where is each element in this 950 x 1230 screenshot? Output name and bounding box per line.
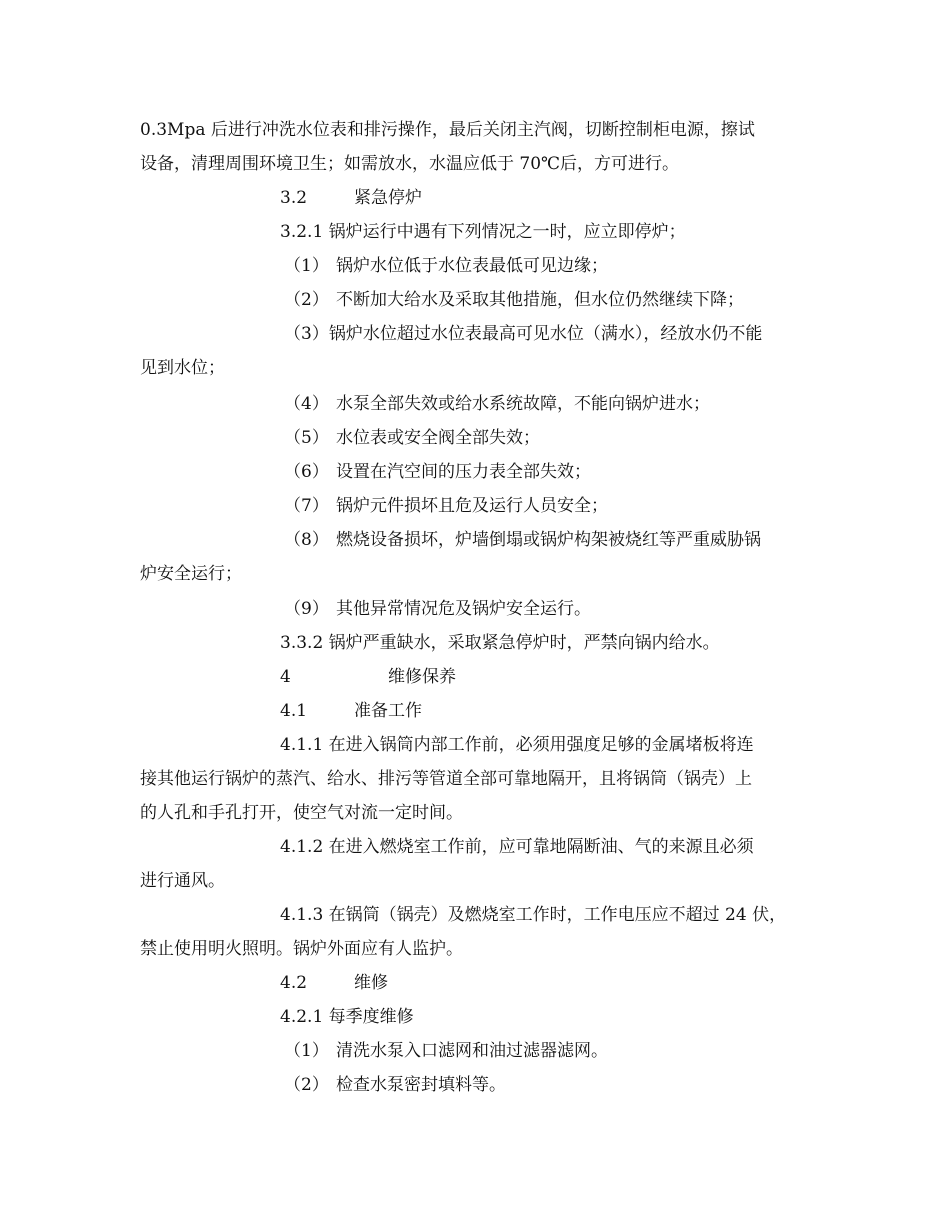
section-title: 紧急停炉: [354, 188, 422, 208]
list-text: 水泵全部失效或给水系统故障，不能向锅炉进水；: [336, 394, 710, 414]
line-text: 4.1.2 在进入燃烧室工作前，应可靠地隔断油、气的来源且必须: [280, 837, 754, 857]
line-text: 禁止使用明火照明。锅炉外面应有人监护。: [140, 939, 463, 959]
section-number: 4: [280, 667, 291, 687]
section-heading: [280, 971, 388, 995]
section-number: 4.1: [280, 701, 308, 721]
paragraph-line: [280, 733, 754, 757]
section-title: 维修保养: [388, 667, 456, 687]
paragraph-line: [140, 869, 225, 893]
paragraph-line: [140, 152, 679, 176]
line-text: 4.1.3 在锅筒（锅壳）及燃烧室工作时，工作电压应不超过 24 伏，: [280, 905, 787, 925]
list-text: 检查水泵密封填料等。: [336, 1075, 506, 1095]
list-item: [284, 426, 540, 450]
list-text: （3）锅炉水位超过水位表最高可见水位（满水），经放水仍不能: [284, 324, 763, 344]
section-title: 准备工作: [354, 701, 422, 721]
section-heading: [280, 699, 422, 723]
list-item: [284, 1039, 608, 1063]
list-number: （9）: [284, 599, 329, 619]
paragraph-line: [280, 631, 720, 655]
section-heading: [280, 665, 456, 689]
line-text: 设备，清理周围环境卫生；如需放水，水温应低于 70℃后，方可进行。: [140, 154, 680, 174]
list-item: [284, 254, 608, 278]
list-number: （1）: [284, 256, 329, 276]
line-text: 4.1.1 在进入锅筒内部工作前，必须用强度足够的金属堵板将连: [280, 735, 754, 755]
line-text: 见到水位；: [140, 358, 225, 378]
line-text: 4.2.1 每季度维修: [280, 1007, 414, 1027]
paragraph-line: [280, 1005, 414, 1029]
paragraph-line: [280, 835, 754, 859]
list-item: [284, 288, 744, 312]
line-text: 炉安全运行；: [140, 564, 242, 584]
line-text: 3.2.1 锅炉运行中遇有下列情况之一时，应立即停炉；: [280, 222, 686, 242]
section-number: 4.2: [280, 973, 308, 993]
list-text: 锅炉水位低于水位表最低可见边缘；: [336, 256, 608, 276]
list-number: （7）: [284, 496, 329, 516]
section-number: 3.2: [280, 188, 308, 208]
line-text: 进行通风。: [140, 871, 225, 891]
paragraph-line: [140, 767, 752, 791]
list-text: 其他异常情况危及锅炉安全运行。: [336, 599, 591, 619]
list-number: （2）: [284, 290, 329, 310]
line-text: 的人孔和手孔打开，使空气对流一定时间。: [140, 803, 463, 823]
paragraph-line: [140, 356, 225, 380]
list-item: [284, 322, 762, 346]
section-heading: [280, 186, 422, 210]
list-item: [284, 528, 761, 552]
paragraph-line: [280, 903, 786, 927]
list-number: （4）: [284, 394, 329, 414]
list-item: [284, 392, 710, 416]
list-text: 设置在汽空间的压力表全部失效；: [336, 462, 591, 482]
list-item: [284, 597, 591, 621]
paragraph-line: [280, 220, 686, 244]
paragraph-line: [140, 801, 463, 825]
line-text: 3.3.2 锅炉严重缺水，采取紧急停炉时，严禁向锅内给水。: [280, 633, 720, 653]
list-item: [284, 494, 608, 518]
list-item: [284, 460, 591, 484]
line-text: 0.3Mpa 后进行冲洗水位表和排污操作，最后关闭主汽阀，切断控制柜电源，擦试: [140, 120, 755, 140]
paragraph-line: [140, 937, 463, 961]
list-number: （6）: [284, 462, 329, 482]
line-text: 接其他运行锅炉的蒸汽、给水、排污等管道全部可靠地隔开，且将锅筒（锅壳）上: [140, 769, 752, 789]
list-number: （5）: [284, 428, 329, 448]
list-text: 燃烧设备损坏，炉墙倒塌或锅炉构架被烧红等严重威胁锅: [336, 530, 761, 550]
list-text: 水位表或安全阀全部失效；: [336, 428, 540, 448]
paragraph-line: [140, 562, 242, 586]
list-number: （8）: [284, 530, 329, 550]
section-title: 维修: [354, 973, 388, 993]
list-item: [284, 1073, 506, 1097]
list-text: 锅炉元件损坏且危及运行人员安全；: [336, 496, 608, 516]
list-text: 清洗水泵入口滤网和油过滤器滤网。: [336, 1041, 608, 1061]
paragraph-line: [140, 118, 755, 142]
list-number: （1）: [284, 1041, 329, 1061]
list-number: （2）: [284, 1075, 329, 1095]
list-text: 不断加大给水及采取其他措施，但水位仍然继续下降；: [336, 290, 744, 310]
